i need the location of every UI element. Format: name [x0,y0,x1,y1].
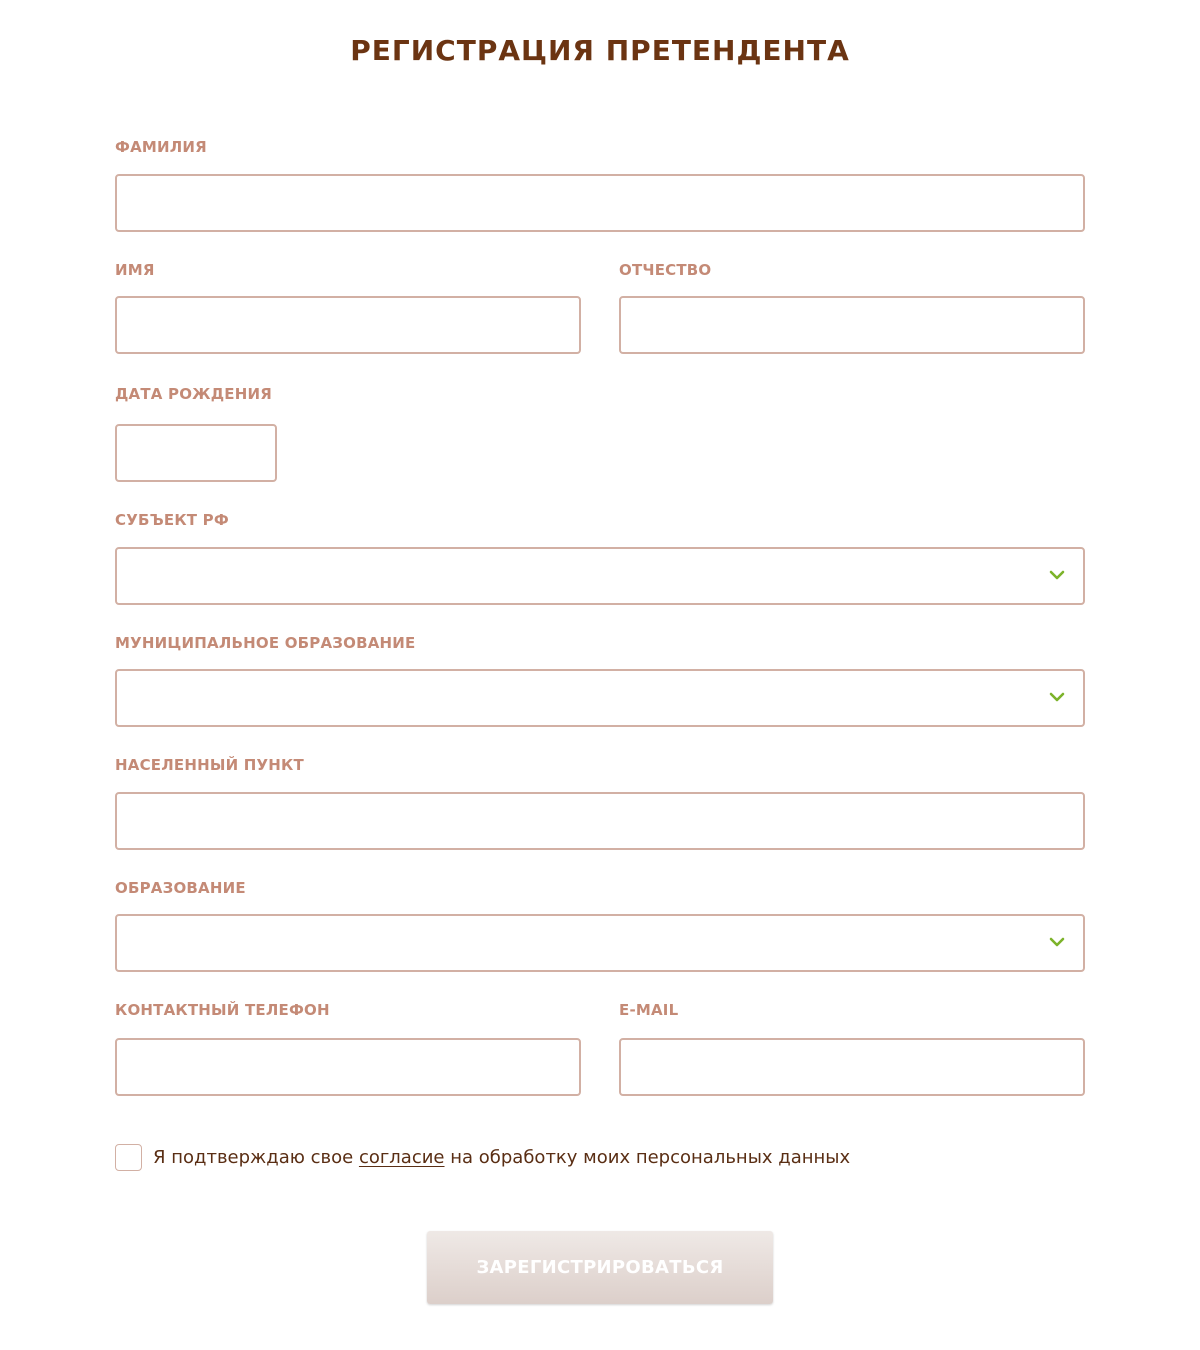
consent-checkbox[interactable] [115,1144,142,1171]
chevron-down-icon [1047,565,1067,585]
page-title: РЕГИСТРАЦИЯ ПРЕТЕНДЕНТА [350,34,850,67]
chevron-down-icon [1047,932,1067,952]
municipality-label: МУНИЦИПАЛЬНОЕ ОБРАЗОВАНИЕ [115,634,416,652]
phone-label: КОНТАКТНЫЙ ТЕЛЕФОН [115,1001,330,1019]
consent-row [115,1143,850,1171]
surname-label: ФАМИЛИЯ [115,138,207,156]
birth-date-label: ДАТА РОЖДЕНИЯ [115,385,273,403]
phone-input[interactable] [115,1038,581,1096]
education-label: ОБРАЗОВАНИЕ [115,879,246,897]
consent-text-before: Я подтверждаю свое [153,1146,359,1168]
email-input[interactable] [619,1038,1085,1096]
birth-date-input[interactable] [115,424,277,482]
locality-input[interactable] [115,792,1085,850]
name-input[interactable] [115,296,581,354]
consent-link[interactable]: согласие [358,1146,445,1168]
municipality-select[interactable] [115,669,1085,727]
register-button[interactable]: ЗАРЕГИСТРИРОВАТЬСЯ [427,1231,773,1304]
region-label: СУБЪЕКТ РФ [115,511,229,529]
surname-input[interactable] [115,174,1085,232]
patronymic-input[interactable] [619,296,1085,354]
email-label: E-MAIL [619,1001,679,1019]
consent-text [153,1147,850,1168]
locality-label: НАСЕЛЕННЫЙ ПУНКТ [115,756,304,774]
region-select[interactable] [115,547,1085,605]
name-label: ИМЯ [115,261,155,279]
chevron-down-icon [1047,687,1067,707]
consent-text-after: на обработку моих персональных данных [444,1146,851,1168]
education-select[interactable] [115,914,1085,972]
patronymic-label: ОТЧЕСТВО [619,261,712,279]
